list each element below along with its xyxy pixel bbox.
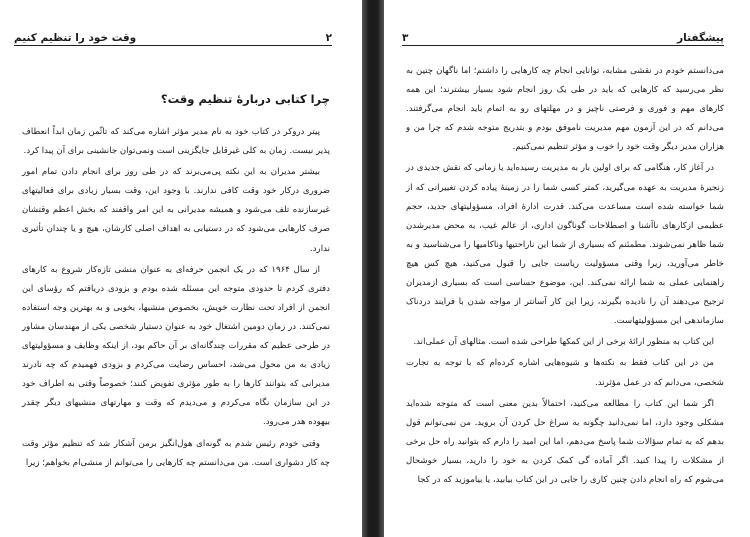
running-title: وقت خود را تنظیم کنیم xyxy=(14,32,137,44)
right-page xyxy=(384,0,750,537)
paragraph: می‌دانستم خودم در نقشی مشابه، توانایی انجام چه کارهایی را داشتم؛ اما ناگهان چنین به نظر می‌رسید که کارهایی که باید در طی یک روز انجام شود بسیار بیشترند؛ این همه کارهای مهم و فوری و فرصتی ناچیز و در مهلتهای رو به اتمام باید انجام می‌گرفتند. می‌دانم که در این آزمون مهم مدیریت ناموفق بودم و بتدریج متوجه شدم که چرا من و هزاران مدیر دیگر وقت خود را خوب و مؤثر تنظیم نمی‌کنیم. xyxy=(406,66,724,153)
page-number: ۳ xyxy=(402,32,409,44)
paragraph: در آغاز کار، هنگامی که برای اولین بار به مدیریت رسیده‌اید یا زمانی که نقش جدیدی در زنجیرهٔ مدیریت به عهده می‌گیرید، کمتر کسی شما را در زمینهٔ پیاده کردن تغییراتی که از شما خواسته شده است مساعدت می‌کند. قدرت ادارهٔ افراد، مسؤولیتهای جدید، حجم عظیمی ازکارهای ناآشنا و اصطلاحات گوناگون اداری، از عالم غیب، به محض مدیرشدن شما ظاهر نمی‌شوند. مطمئنم که بسیاری از شما این ناراحتیها وناکامیها را می‌شناسید و به خاطر می‌آورید، زیرا وقتی مسؤولیت ریاست جایی را قبول می‌کنید، هیچ کس هیچ راهنمایی عملی به شما ارائه نمی‌کند. این، موضوع حساسی است که بسیاری ازمدیران ترجیح می‌دهند آن را نادیده بگیرند، زیرا این کار آسانتر از مواجه شدن با فرایند دردناک سازماندهی این مسؤولیتهاست. xyxy=(406,163,724,327)
body-text xyxy=(22,123,330,475)
page-number: ۲ xyxy=(325,32,332,44)
body-text xyxy=(406,62,724,492)
paragraph: وقتی خودم رئیس شدم به گونه‌ای هول‌انگیز برمن آشکار شد که تنظیم مؤثر وقت چه کار دشواری است. من می‌دانستم چه کارهایی را می‌توانم از منشی‌ام بخواهم؛ زیرا xyxy=(22,438,330,468)
running-header xyxy=(14,26,332,46)
paragraph: این کتاب به منظور ارائهٔ برخی از این کمکها طراحی شده است. مثالهای آن عملی‌اند. xyxy=(413,337,714,348)
paragraph: اگر شما این کتاب را مطالعه می‌کنید، احتمالاً بدین معنی است که متوجه شده‌اید مشکلی وجود دارد، اما نمی‌دانید چگونه به سراغ حل کردن آن بروید. من نمی‌توانم قول بدهم که به تمام سؤالات شما پاسخ می‌دهم، اما این امید را دارم که بتوانید راه حل برخی از مشکلات را پیدا کنید. اگر آماده گی کمک کردن به خود را دارید، بسیار خوشحال می‌شوم که راه انجام دادن چنین کاری را جایی در این کتاب بیابید، یا بیاموزید که در کجا xyxy=(406,398,724,485)
running-header xyxy=(402,26,724,46)
paragraph: بیشتر مدیران به این نکته پی‌می‌برند که در طی روز برای انجام دادن تمام امور ضروری درکار خود وقت کافی ندارند. با وجود این، وقت بسیار زیادی برای فعالیتهای غیرسازنده تلف می‌شود و همیشه مدیرانی به این امر واقفند که بخش اعظم وقتشان صرف کارهایی می‌شود که در دستیابی به اهداف اصلی کارشان، هیچ و یا چندان تأثیری ندارد. xyxy=(22,167,330,254)
section-title: چرا کتابی دربارهٔ تنظیم وقت؟ xyxy=(160,92,330,106)
left-page xyxy=(0,0,362,537)
paragraph: از سال ۱۹۶۴ که در یک انجمن حرفه‌ای به عنوان منشی تازه‌کار شروع به کارهای دفتری کردم تا حدودی متوجه این مسئله شده بودم و بزودی دریافتم که رؤسای این انجمن از افراد تحت نظارت خویش، بخصوص منشیها، بخوبی و به بهترین وجه استفاده نمی‌کنند. در زمان دومین اشتغال خود به عنوان دستیار شخصی یکی از مهندسان مشاور در طرحی عظیم که مقررات چندگانه‌ای بر آن حاکم بود، از اینکه وظایف و مسؤولیتهای زیادی به من محول می‌شد، احساس رضایت می‌کردم و بزودی فهمیدم که چه نادرند مدیرانی که بتوانند کارها را به طور مؤثری تفویض کنند؛ خصوصاً وقتی به اطراف خود در این سازمان نگاه می‌کردم و می‌دیدم که وقت و مهارتهای منشیهای دیگر چقدر بیهوده هدر می‌رود. xyxy=(22,264,330,428)
book-gutter xyxy=(362,0,384,537)
paragraph: من در این کتاب فقط به نکته‌ها و شیوه‌هایی اشاره کرده‌ام که با توجه به تجارت شخصی، می‌دانم که در عمل مؤثرند. xyxy=(406,358,724,388)
running-title: پیشگفتار xyxy=(677,32,724,44)
paragraph: پیتر دروکر در کتاب خود به نام مدیر مؤثر اشاره می‌کند که تاثّمن زمان ابداً انعطاف پذیر نیست. زمان به کلی غیرقابل جایگزینی است ونمی‌توان جانشینی برای آن پیدا کرد. xyxy=(22,127,330,157)
